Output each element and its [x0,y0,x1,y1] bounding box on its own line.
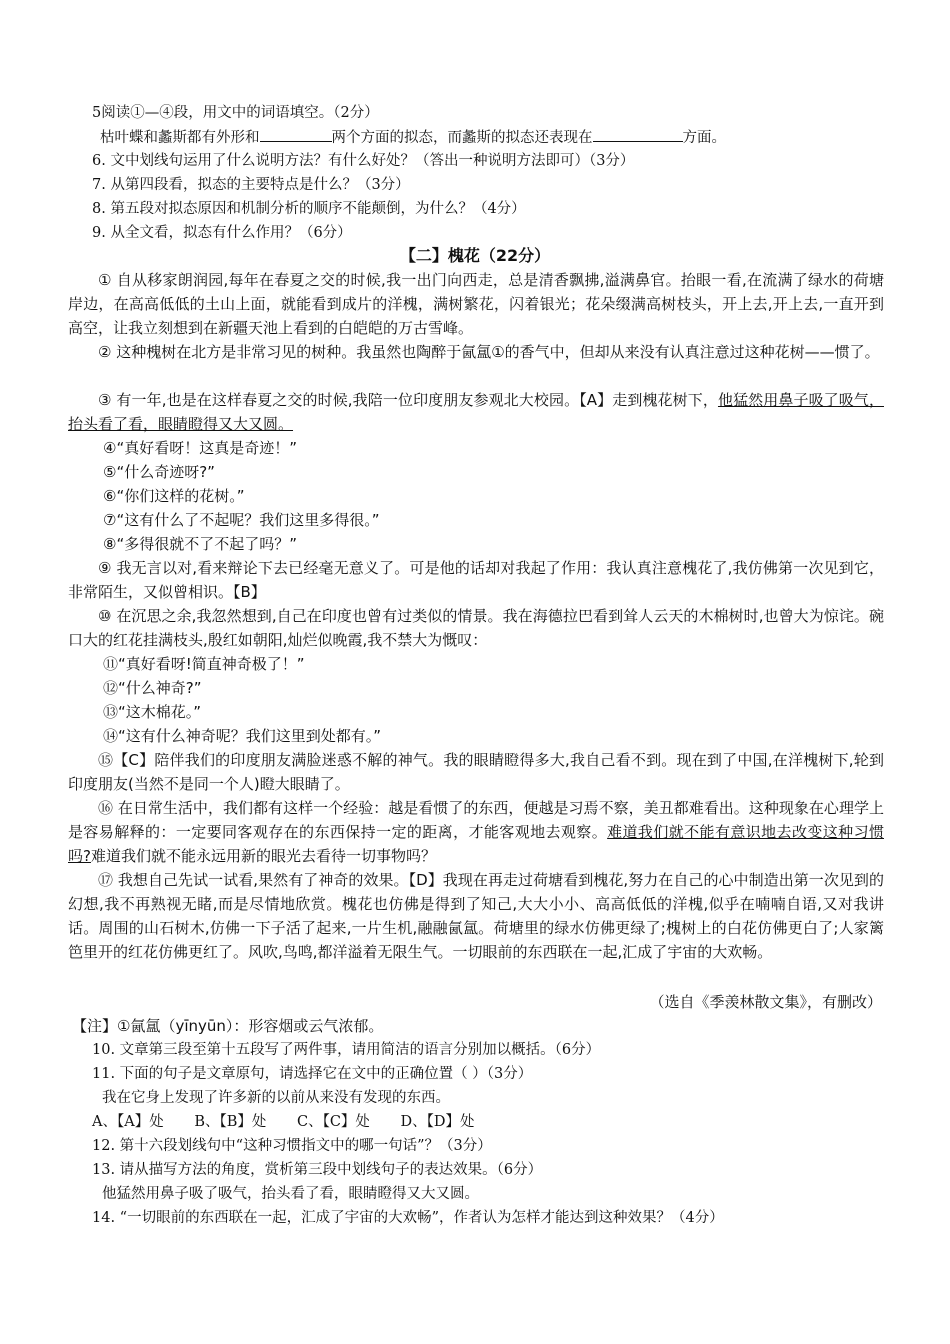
question-8: 8. 第五段对拟态原因和机制分析的顺序不能颠倒，为什么？（4分） [92,201,526,217]
q5-fill-part-c: 方面。 [682,130,726,146]
paragraph-17: ⑰ 我想自己先试一试看,果然有了神奇的效果。【D】我现在再走过荷塘看到槐花,努力在自己的心中制造出第一次见到的幻想,我不再熟视无睹,而是尽情地欣赏。槐花也仿佛是得到了知己,大大小小、高高低低的洋槐,似乎在喃喃自语,又对我讲话。周围的山石树木,仿佛一下子活了起来,一片生机,融融氤氲。荷塘里的绿水仿佛更绿了;槐树上的白花仿佛更白了;人家篱笆里开的红花仿佛更红了。风吹,鸟鸣,都洋溢着无限生气。一切眼前的东西联在一起,汇成了宇宙的大欢畅。 [68,871,884,961]
question-5-fill [100,125,726,150]
q5-blank-2[interactable] [593,125,683,142]
option-b[interactable]: B、【B】处 [194,1114,267,1130]
footnote: 【注】①氤氲（yīnyūn）：形容烟或云气浓郁。 [72,1017,384,1035]
paragraph-11: ⑪“真好看呀!简直神奇极了！” [103,655,305,673]
question-12: 12. 第十六段划线句中“这种习惯指文中的哪一句话”？（3分） [92,1138,492,1154]
question-13: 13. 请从描写方法的角度，赏析第三段中划线句子的表达效果。（6分） [92,1162,543,1178]
paragraph-12: ⑫“什么神奇?” [103,679,202,697]
article-title: 【二】槐花（22分） [399,246,551,265]
q5-fill-part-b: 两个方面的拟态，而蠡斯的拟态还表现在 [331,130,593,146]
paragraph-16 [68,796,884,868]
option-a[interactable]: A、【A】处 [92,1114,164,1130]
paragraph-15: ⑮【C】陪伴我们的印度朋友满脸迷惑不解的神气。我的眼睛瞪得多大,我自己看不到。现在到了中国,在洋槐树下,轮到印度朋友(当然不是同一个人)瞪大眼睛了。 [68,751,884,793]
question-11: 11. 下面的句子是文章原句，请选择它在文中的正确位置（ ）（3分） [92,1066,533,1082]
article-source: （选自《季羡林散文集》，有删改） [649,993,882,1011]
paragraph-3-underlined-sentence: 他猛然用鼻子吸了吸气，抬头看了看，眼睛瞪得又大又圆。 [68,391,884,433]
paragraph-8: ⑧“多得很就不了不起了吗？” [103,535,297,553]
question-7: 7. 从第四段看，拟态的主要特点是什么？（3分） [92,177,410,193]
paragraph-3-text: ③ 有一年,也是在这样春夏之交的时候,我陪一位印度朋友参观北大校园。【A】走到槐花树下， [98,391,718,409]
question-14: 14. “一切眼前的东西联在一起，汇成了宇宙的大欢畅”，作者认为怎样才能达到这种效果？（4分） [92,1210,724,1226]
paragraph-16-text-end: 难道我们就不能永远用新的眼光去看待一切事物吗？ [90,847,436,865]
paragraph-16-underlined-sentence: 难道我们就不能有意识地去改变这种习惯吗? [68,823,884,865]
question-10: 10. 文章第三段至第十五段写了两件事，请用简洁的语言分别加以概括。（6分） [92,1042,601,1058]
paragraph-13: ⑬“这木棉花。” [103,703,202,721]
paragraph-6: ⑥“你们这样的花树。” [103,487,245,505]
paragraph-3 [68,388,884,436]
paragraph-1: ① 自从移家朗润园,每年在春夏之交的时候,我一出门向西走，总是清香飘拂,溢满鼻官。抬眼一看,在流满了绿水的荷塘岸边，在高高低低的土山上面，就能看到成片的洋槐，满树繁花，闪着银光；花朵缀满高树枝头，开上去,开上去,一直开到高空，让我立刻想到在新疆天池上看到的白皑皑的万古雪峰。 [68,271,884,337]
question-11-sentence: 我在它身上发现了许多新的以前从来没有发现的东西。 [102,1090,450,1106]
question-5: 5阅读①—④段，用文中的词语填空。（2分） [92,105,379,121]
paragraph-9: ⑨ 我无言以对,看来辩论下去已经毫无意义了。可是他的话却对我起了作用：我认真注意槐花了,我仿佛第一次见到它，非常陌生，又似曾相识。【B】 [68,559,884,601]
paragraph-4: ④“真好看呀！这真是奇迹！” [103,439,297,457]
question-9: 9. 从全文看，拟态有什么作用？（6分） [92,225,352,241]
paragraph-2: ② 这种槐树在北方是非常习见的树种。我虽然也陶醉于氤氲①的香气中，但却从来没有认真注意过这种花树——惯了。 [98,343,880,361]
paragraph-7: ⑦“这有什么了不起呢？我们这里多得很。” [103,511,380,529]
question-6: 6. 文中划线句运用了什么说明方法？有什么好处？（答出一种说明方法即可）（3分） [92,153,635,169]
paragraph-14: ⑭“这有什么神奇呢？我们这里到处都有。” [103,727,382,745]
question-11-options [92,1110,501,1134]
question-13-sentence: 他猛然用鼻子吸了吸气，抬头看了看，眼睛瞪得又大又圆。 [102,1186,479,1202]
paragraph-16-text: ⑯ 在日常生活中，我们都有这样一个经验：越是看惯了的东西，便越是习焉不察，美丑都难看出。这种现象在心理学上是容易解释的：一定要同客观存在的东西保持一定的距离，才能客观地去观察。 [68,799,884,841]
q5-blank-1[interactable] [260,125,332,142]
q5-fill-part-a: 枯叶蝶和蠡斯都有外形和 [100,130,260,146]
option-d[interactable]: D、【D】处 [400,1114,475,1130]
paragraph-5: ⑤“什么奇迹呀?” [103,463,215,481]
option-c[interactable]: C、【C】处 [296,1114,370,1130]
paragraph-10: ⑩ 在沉思之余,我忽然想到,自己在印度也曾有过类似的情景。我在海德拉巴看到耸人云天的木棉树时,也曾大为惊诧。碗口大的红花挂满枝头,殷红如朝阳,灿烂似晚霞,我不禁大为慨叹： [68,607,884,649]
